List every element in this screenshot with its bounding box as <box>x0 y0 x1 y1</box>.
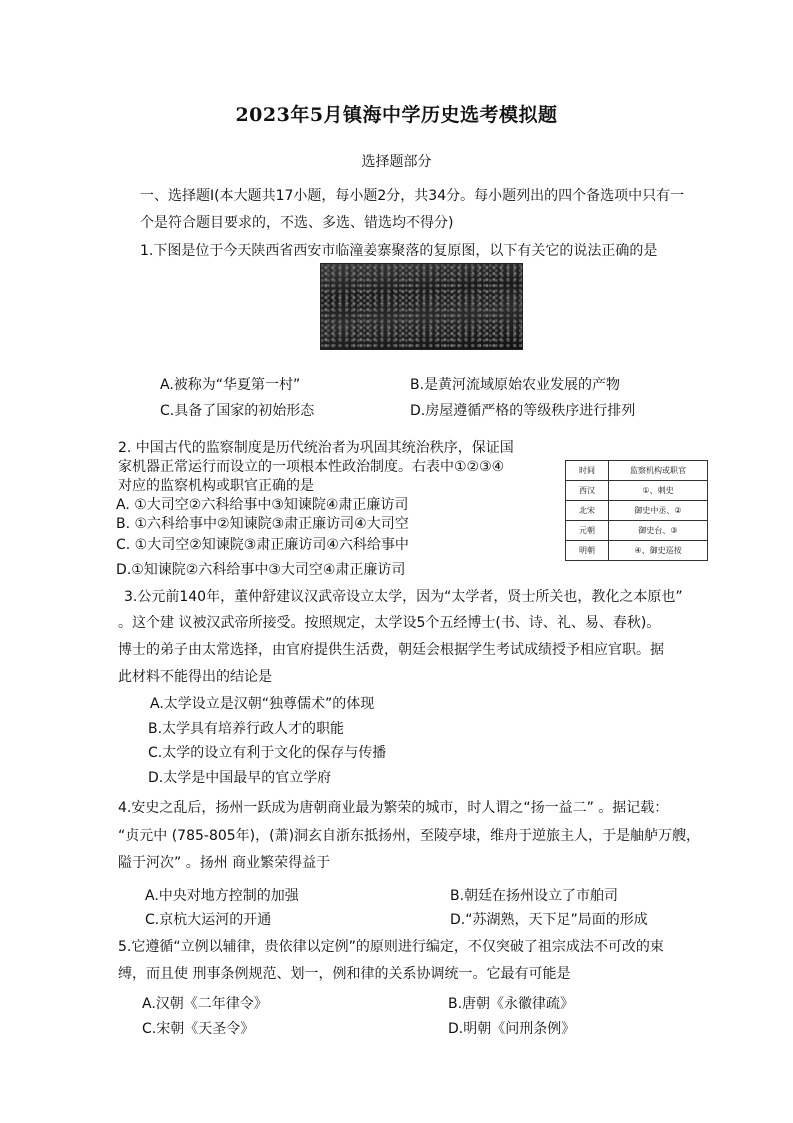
q5-option-c: C.宋朝《天圣令》 <box>142 1021 255 1037</box>
q4-stem-line-2: “贞元中 (785-805年)，(萧)洞玄自浙东抵扬州，至陵亭埭，维舟于逆旅主人，于是舳舻万艘， <box>118 828 701 844</box>
q2-option-d: D.①知谏院②六科给事中③大司空④肃正廉访司 <box>116 562 406 578</box>
table-cell: 西汉 <box>566 481 609 501</box>
q4-stem-line-3: 隘于河次” 。扬州 商业繁荣得益于 <box>118 855 331 871</box>
table-cell: 明朝 <box>566 541 609 561</box>
q3-stem-line-4: 此材料不能得出的结论是 <box>118 669 272 685</box>
table-row <box>566 541 708 561</box>
table-cell: 御史台、③ <box>609 521 708 541</box>
q2-option-b: B. ①六科给事中②知谏院③肃正廉访司④大司空 <box>116 516 409 532</box>
q3-option-d: D.太学是中国最早的官立学府 <box>148 770 332 786</box>
q5-option-b: B.唐朝《永徽律疏》 <box>448 996 575 1012</box>
q3-stem-line-1: 3.公元前140年，董仲舒建议汉武帝设立太学，因为“太学者，贤士所关也，教化之本原也” <box>124 589 683 605</box>
table-header-institution: 监察机构或职官 <box>609 461 708 481</box>
q5-stem-line-1: 5.它遵循“立例以辅律，贵依律以定例”的原则进行编定，不仅突破了祖宗成法不可改的束 <box>118 939 664 955</box>
q5-option-d: D.明朝《问刑条例》 <box>448 1021 576 1037</box>
q2-option-a: A. ①大司空②六科给事中③知谏院④肃正廉访司 <box>116 497 409 513</box>
q4-option-c: C.京杭大运河的开通 <box>145 912 272 928</box>
q1-option-c: C.具备了国家的初始形态 <box>160 403 315 419</box>
q2-stem-line-2: 家机器正常运行而设立的一项根本性政治制度。右表中①②③④ <box>118 459 505 475</box>
instruction-line-2: 个是符合题目要求的，不选、多选、错选均不得分) <box>140 215 454 231</box>
q1-stem: 1.下图是位于今天陕西省西安市临潼姜寨聚落的复原图，以下有关它的说法正确的是 <box>140 243 658 259</box>
table-row <box>566 501 708 521</box>
instruction-line-1: 一、选择题I(本大题共17小题，每小题2分，共34分。每小题列出的四个备选项中只有一 <box>140 188 685 204</box>
q3-option-b: B.太学具有培养行政人才的职能 <box>148 721 345 737</box>
table-cell: 元朝 <box>566 521 609 541</box>
q4-option-a: A.中央对地方控制的加强 <box>145 888 299 904</box>
q1-option-a: A.被称为“华夏第一村” <box>160 377 301 393</box>
q2-stem-line-3: 对应的监察机构或职官正确的是 <box>118 478 314 494</box>
q4-option-d: D.“苏湖熟，天下足”局面的形成 <box>450 912 648 928</box>
supervision-table <box>565 460 708 561</box>
page-title: 2023年5月镇海中学历史选考模拟题 <box>235 104 558 126</box>
table-cell: ④、御史巡按 <box>609 541 708 561</box>
q3-stem-line-3: 博士的弟子由太常选择，由官府提供生活费，朝廷会根据学生考试成绩授予相应官职。据 <box>118 642 664 658</box>
jiangzhai-reconstruction-image <box>320 263 523 350</box>
q5-stem-line-2: 缚，而且使 刑事条例规范、划一，例和律的关系协调统一。它最有可能是 <box>118 966 571 982</box>
q2-option-c: C. ①大司空②知谏院③肃正廉访司④六科给事中 <box>116 537 409 553</box>
table-header-row <box>566 461 708 481</box>
q4-option-b: B.朝廷在扬州设立了市舶司 <box>450 888 619 904</box>
section-title: 选择题部分 <box>361 154 432 170</box>
q1-option-b: B.是黄河流域原始农业发展的产物 <box>410 377 621 393</box>
q1-option-d: D.房屋遵循严格的等级秩序进行排列 <box>410 403 636 419</box>
q5-option-a: A.汉朝《二年律令》 <box>142 996 268 1012</box>
table-cell: ①、刺史 <box>609 481 708 501</box>
table-cell: 御史中丞、② <box>609 501 708 521</box>
table-row <box>566 481 708 501</box>
q4-stem-line-1: 4.安史之乱后，扬州一跃成为唐朝商业最为繁荣的城市，时人谓之“扬一益二” 。据记载： <box>118 800 669 816</box>
q3-option-a: A.太学设立是汉朝“独尊儒术”的体现 <box>150 696 375 712</box>
q3-stem-line-2: 。这个建 议被汉武帝所接受。按照规定，太学设5个五经博士(书、诗、礼、易、春秋)。 <box>118 615 661 631</box>
table-row <box>566 521 708 541</box>
table-header-time: 时间 <box>566 461 609 481</box>
q3-option-c: C.太学的设立有利于文化的保存与传播 <box>148 745 387 761</box>
table-cell: 北宋 <box>566 501 609 521</box>
q2-stem-line-1: 2. 中国古代的监察制度是历代统治者为巩固其统治秩序，保证国 <box>118 440 514 456</box>
